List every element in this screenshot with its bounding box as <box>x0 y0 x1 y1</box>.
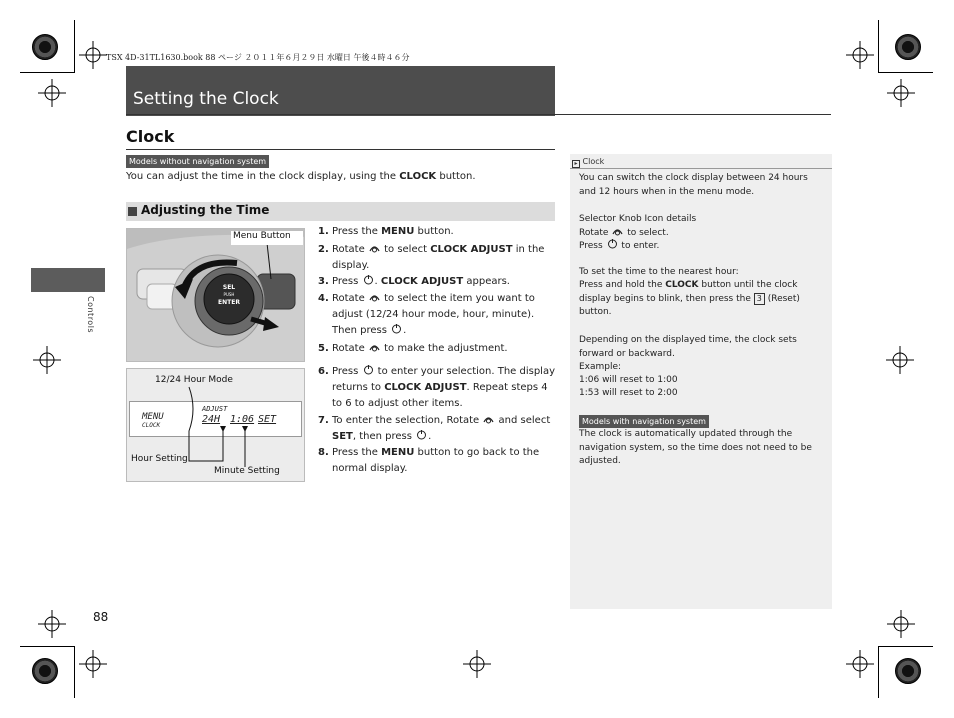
side-note-p4: The clock is automatically updated through the navigation system, so the time does not need to be adjusted. <box>579 429 812 466</box>
display-24h: 24H <box>202 414 221 425</box>
step-text-part: button to go back to the normal display. <box>332 447 540 474</box>
menu-button-callout: Menu Button <box>233 231 291 241</box>
page-number: 88 <box>93 610 109 624</box>
step-text <box>332 242 556 274</box>
control-knob-figure <box>126 228 305 362</box>
reset-key-icon: 3 <box>754 293 765 305</box>
hour-mode-callout: 12/24 Hour Mode <box>155 375 233 385</box>
example-2: 1:53 will reset to 2:00 <box>579 388 678 398</box>
step-text-part: Press <box>332 276 362 287</box>
press-knob-icon <box>415 431 428 442</box>
step-text-part: Press the <box>332 226 382 237</box>
side-note-p1: You can switch the clock display between 24 hours and 12 hours when in the menu mode. <box>579 173 808 197</box>
step-text <box>332 224 556 240</box>
clock-display-figure <box>126 368 305 482</box>
knob-rotate-line: Rotate to select. <box>579 228 669 238</box>
step-number: 6. <box>318 366 329 377</box>
step-text-part: , then press <box>352 431 416 442</box>
knob-sel-text: SEL <box>222 284 236 291</box>
step-text-part: Rotate <box>332 244 368 255</box>
press-knob-icon <box>606 239 619 249</box>
step-bold-term: CLOCK ADJUST <box>384 382 467 393</box>
side-tab <box>31 268 105 292</box>
step-text-part: . <box>428 431 432 442</box>
subheading-bar <box>126 202 555 221</box>
step-bold-term: MENU <box>381 226 415 237</box>
step-text <box>332 364 556 412</box>
step-text-part: Rotate <box>332 293 368 304</box>
example-1: 1:06 will reset to 1:00 <box>579 375 678 385</box>
step-text-part: . <box>374 276 381 287</box>
step-number: 8. <box>318 447 329 458</box>
step-text-part: button. <box>414 226 454 237</box>
knob-enter-text: ENTER <box>218 299 240 306</box>
title-rule <box>126 114 831 115</box>
print-header: TSX 4D-31TL1630.book 88 ページ ２０１１年６月２９日 水曜日 午後４時４６分 <box>106 53 410 62</box>
step-text <box>332 274 556 290</box>
display-clock: CLOCK <box>142 422 161 429</box>
side-note-panel <box>570 154 832 609</box>
step-number: 3. <box>318 276 329 287</box>
display-time: 1:06 <box>230 414 255 425</box>
step-text-part: in the display. <box>332 244 545 271</box>
nearest-hour-title: To set the time to the nearest hour: <box>579 267 739 277</box>
step-number: 4. <box>318 293 329 304</box>
step-text-part: Press the <box>332 447 382 458</box>
reference-arrow-icon: ▸ <box>572 160 580 168</box>
step-8 <box>318 445 556 477</box>
press-knob-icon <box>362 366 375 377</box>
page-title: Setting the Clock <box>133 89 279 109</box>
hour-setting-callout: Hour Setting <box>131 454 188 464</box>
step-bold-term: SET <box>332 431 353 442</box>
step-text-part: Press <box>332 366 362 377</box>
knob-press-line: Press to enter. <box>579 241 660 251</box>
rotate-knob-icon <box>482 415 495 426</box>
knob-illustration <box>127 229 305 362</box>
display-menu: MENU <box>142 412 164 422</box>
step-number: 5. <box>318 343 329 354</box>
step-number: 2. <box>318 244 329 255</box>
nearest-hour-text: Press and hold the CLOCK button until the clock display begins to blink, then press the 3 (Reset) button. <box>579 280 800 317</box>
display-adjust: ADJUST <box>202 405 228 413</box>
step-text-part: to select the item you want to adjust (12/24 hour mode, hour, minute). Then press <box>332 293 535 336</box>
step-text-part: to select <box>380 244 431 255</box>
step-text-part: . <box>403 325 407 336</box>
models-without-nav-badge: Models without navigation system <box>126 155 269 168</box>
knob-push-text: PUSH <box>223 292 235 297</box>
section-heading: Clock <box>126 127 175 146</box>
step-text-part: To enter the selection, Rotate <box>332 415 483 426</box>
side-note-p3: Depending on the displayed time, the clock sets forward or backward. <box>579 335 797 359</box>
minute-setting-callout: Minute Setting <box>214 466 280 476</box>
rotate-knob-icon <box>368 293 381 304</box>
step-text-part: appears. <box>463 276 510 287</box>
step-number: 1. <box>318 226 329 237</box>
step-2 <box>318 242 556 274</box>
step-text <box>332 445 556 477</box>
step-text <box>332 291 556 339</box>
step-bold-term: MENU <box>381 447 415 458</box>
step-text-part: Rotate <box>332 343 368 354</box>
press-knob-icon <box>390 325 403 336</box>
step-6 <box>318 364 556 412</box>
press-knob-icon <box>362 276 375 287</box>
rotate-knob-icon <box>368 244 381 255</box>
square-bullet-icon <box>128 207 137 216</box>
rotate-knob-icon <box>611 226 624 236</box>
step-text-part: to make the adjustment. <box>380 343 508 354</box>
section-rule <box>126 149 555 150</box>
subheading: Adjusting the Time <box>141 203 270 217</box>
knob-details-title: Selector Knob Icon details <box>579 214 697 224</box>
step-text-part: . Repeat steps 4 to 6 to adjust other items. <box>332 382 548 409</box>
rotate-knob-icon <box>368 343 381 354</box>
side-tab-label: Controls <box>86 296 95 334</box>
step-text <box>332 413 556 445</box>
display-set: SET <box>258 414 277 425</box>
step-bold-term: CLOCK ADJUST <box>430 244 513 255</box>
step-3 <box>318 274 556 290</box>
step-text <box>332 341 556 357</box>
side-note-header <box>570 154 832 169</box>
side-note-title: Clock <box>582 157 605 166</box>
step-text-part: to enter your selection. The display returns to <box>332 366 556 393</box>
example-title: Example: <box>579 362 622 372</box>
step-1 <box>318 224 556 240</box>
step-7 <box>318 413 556 445</box>
intro-text: You can adjust the time in the clock display, using the CLOCK button. <box>126 171 476 182</box>
page-title-bar <box>126 66 555 116</box>
step-number: 7. <box>318 415 329 426</box>
step-5 <box>318 341 556 357</box>
step-text-part: and select <box>495 415 551 426</box>
step-4 <box>318 291 556 339</box>
models-with-nav-badge: Models with navigation system <box>579 415 709 428</box>
step-bold-term: CLOCK ADJUST <box>380 276 464 287</box>
